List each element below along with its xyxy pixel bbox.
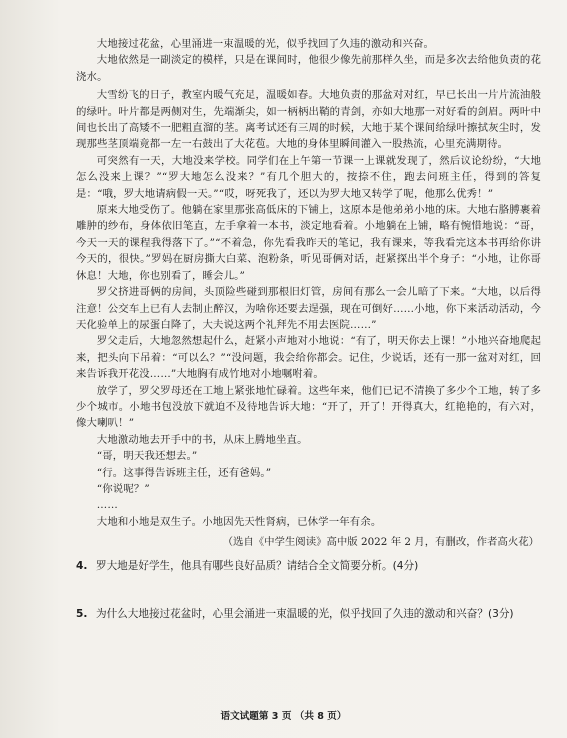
paragraph: 可突然有一天，大地没来学校。同学们在上午第一节课一上课就发现了，然后议论纷纷，“大地怎么没来上课？”“罗大地怎么没来？”有几个胆大的，按捺不住，跑去问班主任，得到的答复是：“哦，罗大地请病假一天。”“哎，呀死我了，还以为罗大地又转学了呢，他那么优秀！” xyxy=(76,154,541,200)
question-5 xyxy=(76,606,541,622)
question-text: 为什么大地接过花盆时，心里会涌进一束温暖的光，似乎找回了久违的激动和兴奋？(3分) xyxy=(96,608,514,621)
answer-space xyxy=(76,574,541,598)
question-4 xyxy=(76,558,541,574)
paragraph: 大地和小地是双生子。小地因先天性肾病，已休学一年有余。 xyxy=(96,515,382,528)
paragraph: 大地接过花盆，心里涌进一束温暖的光，似乎找回了久违的激动和兴奋。 xyxy=(96,38,435,50)
paragraph: 大雪纷飞的日子，教室内暖气充足，温暖如春。大地负责的那盆对对红，早已长出一片片流油般的绿叶。叶片都是两侧对生，先端渐尖，如一柄柄出鞘的青剑，亦如大地那一对好看的剑眉。两叶中间也长出了高矮不一肥粗直溜的茎。离考试还有三周的时候，大地于某个课间给绿叶擦拭灰尘时，发现那些茎顶端竟都一左一右鼓出了大花苞。大地的身体里瞬间灌入一股热流，心里充满期待。 xyxy=(76,89,541,151)
question-number: 5. xyxy=(76,608,88,621)
paragraph: 罗父走后，大地忽然想起什么，赶紧小声地对小地说：“有了，明天你去上课！”小地兴奋地爬起来，把头向下吊着：“可以么？”“没问题，我会给你都会。记住，少说话，还有一那一盆对对红，回来告诉我开花没……”大地胸有成竹地对小地嘱咐着。 xyxy=(76,335,541,381)
question-number: 4. xyxy=(76,560,88,573)
paragraph: 放学了，罗父罗母还在工地上紧张地忙碌着。这些年来，他们已记不清换了多少个工地，转了多少个城市。小地书包没放下就迫不及待地告诉大地：“开了，开了！开得真大，红艳艳的，有六对，像大喇叭！” xyxy=(76,384,541,430)
paragraph: 罗父挤进哥俩的房间，头顶险些碰到那根旧灯管，房间有那么一会儿暗了下来。“大地，以后得注意！公交车上已有人去制止醉汉，为啥你还要去逞强，现在可倒好……小地，你下来活动活动，今天化验单上的尿蛋白降了，大夫说这两个礼拜先不用去医院……” xyxy=(76,286,541,331)
paragraph: …… xyxy=(96,499,118,512)
paragraph: 大地激动地去开手中的书，从床上腾地坐直。 xyxy=(96,433,308,446)
paragraph: 原来大地受伤了。他躺在家里那张高低床的下铺上，这原本是他弟弟小地的床。大地右胳膊裹着雕肿的纱布，身体依旧笔直，左手拿着一本书，淡定地看着。小地躺在上铺，略有惋惜地说：“哥，今天一天的课程我得落下了。”“不着急，你先看我昨天的笔记，我有课来，等我看完这本书再给你讲今天的，很快。”罗妈在厨房撕大白菜、泡粉条，听见哥俩对话，赶紧探出半个身子：“小地，让你哥休息！大地，你也别看了，睡会儿。” xyxy=(76,204,541,282)
paragraph: 大地依然是一副淡定的模样，只是在课间时，他很少像先前那样久坐，而是多次去给他负责的花浇水。 xyxy=(76,54,541,83)
paragraph: “哥，明天我还想去。” xyxy=(96,450,198,463)
source-citation: （选自《中学生阅读》高中版 2022 年 2 月，有删改，作者高火花） xyxy=(222,536,539,549)
paragraph: “你说呢？” xyxy=(96,482,150,495)
paragraph: “行。这事得告诉班主任，还有爸妈。” xyxy=(96,466,272,479)
reading-passage xyxy=(76,36,541,550)
page-footer: 语文试题第 3 页 （共 8 页） xyxy=(220,711,347,722)
question-text: 罗大地是好学生，他具有哪些良好品质？请结合全文简要分析。(4分) xyxy=(96,560,419,573)
